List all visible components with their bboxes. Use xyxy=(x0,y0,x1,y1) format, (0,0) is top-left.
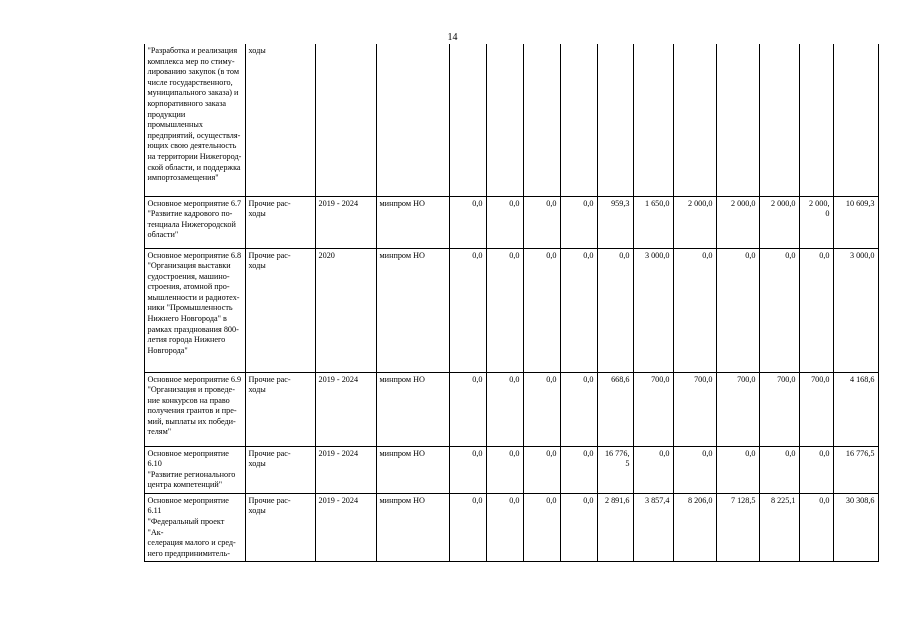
value-cell: 0,0 xyxy=(560,446,597,493)
value-cell: 10 609,3 xyxy=(833,196,878,248)
budget-table xyxy=(144,44,879,562)
value-cell: 4 168,6 xyxy=(833,372,878,446)
value-cell: 0,0 xyxy=(523,248,560,372)
table-row xyxy=(144,493,878,562)
value-cell: 16 776,5 xyxy=(833,446,878,493)
value-cell: 0,0 xyxy=(523,372,560,446)
funding-source-cell: Прочие рас- ходы xyxy=(245,248,315,372)
value-cell: 0,0 xyxy=(486,446,523,493)
value-cell: 0,0 xyxy=(449,248,486,372)
value-cell: 0,0 xyxy=(523,493,560,562)
value-cell: 3 000,0 xyxy=(633,248,673,372)
event-name-cell: Основное мероприятие 6.9 "Организация и проведе- ние конкурсов на право получения грантов и пре- мий, выплаты их победи- телям" xyxy=(144,372,245,446)
executor-cell xyxy=(376,44,449,196)
executor-cell: минпром НО xyxy=(376,372,449,446)
value-cell: 30 308,6 xyxy=(833,493,878,562)
value-cell: 0,0 xyxy=(799,248,833,372)
value-cell xyxy=(449,44,486,196)
value-cell: 0,0 xyxy=(449,372,486,446)
event-name-cell: Основное мероприятие 6.11 "Федеральный проект "Ак- селерация малого и сред- него предпринимитель- xyxy=(144,493,245,562)
value-cell: 0,0 xyxy=(560,372,597,446)
value-cell: 0,0 xyxy=(759,248,799,372)
value-cell: 1 650,0 xyxy=(633,196,673,248)
value-cell: 0,0 xyxy=(799,446,833,493)
value-cell: 2 000,0 xyxy=(673,196,716,248)
value-cell: 0,0 xyxy=(560,493,597,562)
value-cell xyxy=(759,44,799,196)
value-cell: 16 776, 5 xyxy=(597,446,633,493)
value-cell: 0,0 xyxy=(486,372,523,446)
value-cell xyxy=(597,44,633,196)
value-cell: 0,0 xyxy=(716,248,759,372)
value-cell: 0,0 xyxy=(486,493,523,562)
event-name-cell: Основное мероприятие 6.8 "Организация выставки судостроения, машино- строения, атомной про- мышленности и радиотех- ники "Промышленность Нижнего Новгорода" в рамках празднования 800- летия города Нижнего Новгорода" xyxy=(144,248,245,372)
value-cell: 0,0 xyxy=(523,446,560,493)
funding-source-cell: Прочие рас- ходы xyxy=(245,446,315,493)
value-cell: 0,0 xyxy=(799,493,833,562)
value-cell: 0,0 xyxy=(673,248,716,372)
funding-source-cell: Прочие рас- ходы xyxy=(245,196,315,248)
executor-cell: минпром НО xyxy=(376,196,449,248)
period-cell: 2019 - 2024 xyxy=(315,196,376,248)
table-row xyxy=(144,372,878,446)
value-cell: 0,0 xyxy=(449,446,486,493)
period-cell: 2019 - 2024 xyxy=(315,372,376,446)
executor-cell: минпром НО xyxy=(376,493,449,562)
value-cell: 959,3 xyxy=(597,196,633,248)
event-name-cell: "Разработка и реализация комплекса мер по стиму- лированию закупок (в том числе государственного, муниципального заказа) и корпоративного заказа продукции промышленных предприятий, осуществля- ющих свою деятельность на территории Нижегород- ской области, и поддержка импортозамещения" xyxy=(144,44,245,196)
table-row xyxy=(144,196,878,248)
value-cell: 0,0 xyxy=(560,196,597,248)
funding-source-cell: ходы xyxy=(245,44,315,196)
value-cell xyxy=(633,44,673,196)
value-cell: 700,0 xyxy=(716,372,759,446)
value-cell xyxy=(523,44,560,196)
page-number: 14 xyxy=(447,32,458,43)
value-cell: 0,0 xyxy=(449,493,486,562)
value-cell: 0,0 xyxy=(486,196,523,248)
funding-source-cell: Прочие рас- ходы xyxy=(245,372,315,446)
value-cell xyxy=(486,44,523,196)
value-cell: 2 000,0 xyxy=(716,196,759,248)
value-cell: 700,0 xyxy=(799,372,833,446)
value-cell xyxy=(716,44,759,196)
value-cell: 2 000,0 xyxy=(759,196,799,248)
period-cell: 2019 - 2024 xyxy=(315,446,376,493)
value-cell: 0,0 xyxy=(523,196,560,248)
value-cell: 0,0 xyxy=(449,196,486,248)
period-cell: 2020 xyxy=(315,248,376,372)
value-cell: 2 000, 0 xyxy=(799,196,833,248)
value-cell: 0,0 xyxy=(560,248,597,372)
table-row xyxy=(144,446,878,493)
value-cell: 0,0 xyxy=(673,446,716,493)
table-row xyxy=(144,44,878,196)
period-cell xyxy=(315,44,376,196)
value-cell: 0,0 xyxy=(759,446,799,493)
value-cell: 2 891,6 xyxy=(597,493,633,562)
value-cell: 700,0 xyxy=(633,372,673,446)
value-cell: 700,0 xyxy=(759,372,799,446)
funding-source-cell: Прочие рас- ходы xyxy=(245,493,315,562)
event-name-cell: Основное мероприятие 6.7 "Развитие кадрового по- тенциала Нижегородской области" xyxy=(144,196,245,248)
value-cell: 7 128,5 xyxy=(716,493,759,562)
value-cell: 668,6 xyxy=(597,372,633,446)
value-cell xyxy=(833,44,878,196)
value-cell xyxy=(560,44,597,196)
table-row xyxy=(144,248,878,372)
value-cell: 0,0 xyxy=(716,446,759,493)
value-cell: 700,0 xyxy=(673,372,716,446)
value-cell: 3 857,4 xyxy=(633,493,673,562)
value-cell: 8 225,1 xyxy=(759,493,799,562)
executor-cell: минпром НО xyxy=(376,446,449,493)
value-cell: 0,0 xyxy=(597,248,633,372)
value-cell xyxy=(673,44,716,196)
period-cell: 2019 - 2024 xyxy=(315,493,376,562)
executor-cell: минпром НО xyxy=(376,248,449,372)
event-name-cell: Основное мероприятие 6.10 "Развитие регионального центра компетенций" xyxy=(144,446,245,493)
value-cell: 0,0 xyxy=(633,446,673,493)
value-cell: 0,0 xyxy=(486,248,523,372)
value-cell: 8 206,0 xyxy=(673,493,716,562)
value-cell: 3 000,0 xyxy=(833,248,878,372)
value-cell xyxy=(799,44,833,196)
